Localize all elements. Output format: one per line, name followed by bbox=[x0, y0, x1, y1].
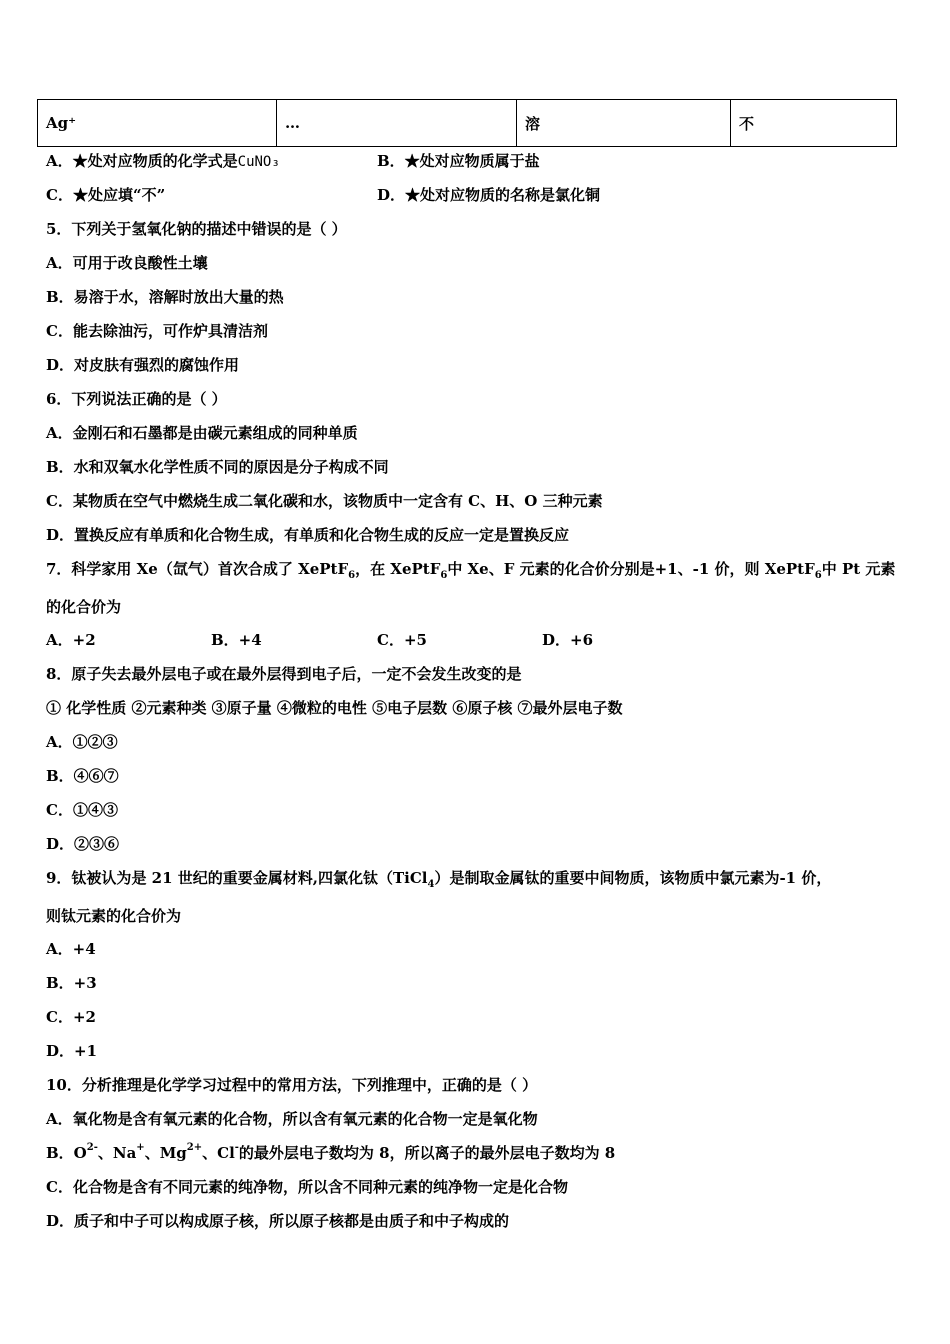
q7-option-a: A．+2 bbox=[46, 631, 96, 649]
q7-stem bbox=[46, 559, 895, 579]
table-cell-soluble: 溶 bbox=[517, 100, 731, 147]
q10-option-b-part: 的最外层电子数均为 8，所以离子的最外层电子数均为 8 bbox=[238, 1144, 616, 1162]
q7-stem-part: ，在 XePtF bbox=[355, 560, 441, 578]
q4-option-b: B．★处对应物质属于盐 bbox=[377, 152, 540, 170]
q9-stem-line2: 则钛元素的化合价为 bbox=[46, 907, 182, 925]
table-cell-insoluble: 不 bbox=[731, 100, 897, 147]
q10-superscript: - bbox=[234, 1142, 239, 1153]
q7-option-d: D．+6 bbox=[542, 631, 594, 649]
q10-option-a: A．氧化物是含有氧元素的化合物，所以含有氧元素的化合物一定是氧化物 bbox=[46, 1110, 538, 1128]
q5-option-a: A．可用于改良酸性土壤 bbox=[46, 254, 208, 272]
q8-option-b: B．④⑥⑦ bbox=[46, 767, 119, 785]
q8-option-d: D．②③⑥ bbox=[46, 835, 120, 853]
q7-subscript: 6 bbox=[348, 570, 356, 581]
q10-option-c: C．化合物是含有不同元素的纯净物，所以含不同种元素的纯净物一定是化合物 bbox=[46, 1178, 568, 1196]
q9-stem bbox=[46, 868, 831, 888]
q9-option-a: A．+4 bbox=[46, 940, 96, 958]
q8-option-a: A．①②③ bbox=[46, 733, 118, 751]
q6-stem: 6．下列说法正确的是（ ） bbox=[46, 390, 227, 408]
q6-option-a: A．金刚石和石墨都是由碳元素组成的同种单质 bbox=[46, 424, 358, 442]
q8-items: ① 化学性质 ②元素种类 ③原子量 ④微粒的电性 ⑤电子层数 ⑥原子核 ⑦最外层电子数 bbox=[46, 699, 623, 717]
q7-subscript: 6 bbox=[440, 570, 448, 581]
q7-stem-part: 中 Xe、F 元素的化合价分别是+1、-1 价，则 XePtF bbox=[447, 560, 815, 578]
q7-option-c: C．+5 bbox=[377, 631, 427, 649]
q10-superscript: + bbox=[136, 1142, 145, 1153]
q7-stem-part: 7．科学家用 Xe（氙气）首次合成了 XePtF bbox=[46, 560, 349, 578]
q10-option-b-part: 、Cl bbox=[202, 1144, 235, 1162]
solubility-table-row bbox=[37, 99, 897, 147]
q5-option-d: D．对皮肤有强烈的腐蚀作用 bbox=[46, 356, 240, 374]
q4-option-c: C．★处应填“不” bbox=[46, 186, 166, 204]
q4-option-a bbox=[46, 151, 280, 172]
q5-option-b: B．易溶于水，溶解时放出大量的热 bbox=[46, 288, 284, 306]
q10-option-b-part: B．O bbox=[46, 1144, 87, 1162]
q9-stem-part: 9．钛被认为是 21 世纪的重要金属材料,四氯化钛（TiCl bbox=[46, 869, 428, 887]
q6-option-c: C．某物质在空气中燃烧生成二氧化碳和水，该物质中一定含有 C、H、O 三种元素 bbox=[46, 492, 603, 510]
q9-option-c: C．+2 bbox=[46, 1008, 96, 1026]
q6-option-d: D．置换反应有单质和化合物生成，有单质和化合物生成的反应一定是置换反应 bbox=[46, 526, 570, 544]
q7-stem-line2: 的化合价为 bbox=[46, 598, 122, 616]
q4-option-d: D．★处对应物质的名称是氯化铜 bbox=[377, 186, 601, 204]
q10-option-b bbox=[46, 1143, 615, 1163]
q10-option-d: D．质子和中子可以构成原子核，所以原子核都是由质子和中子构成的 bbox=[46, 1212, 510, 1230]
q10-option-b-part: 、Na bbox=[97, 1144, 137, 1162]
q7-subscript: 6 bbox=[814, 570, 822, 581]
q6-option-b: B．水和双氧水化学性质不同的原因是分子构成不同 bbox=[46, 458, 389, 476]
q10-superscript: 2+ bbox=[186, 1142, 203, 1153]
q9-stem-part: ）是制取金属钛的重要中间物质，该物质中氯元素为-1 价， bbox=[434, 869, 832, 887]
q7-stem-part: 中 Pt 元素 bbox=[821, 560, 896, 578]
q8-option-c: C．①④③ bbox=[46, 801, 118, 819]
q9-option-d: D．+1 bbox=[46, 1042, 98, 1060]
q8-stem: 8．原子失去最外层电子或在最外层得到电子后，一定不会发生改变的是 bbox=[46, 665, 522, 683]
table-row bbox=[38, 100, 897, 147]
q5-stem: 5．下列关于氢氧化钠的描述中错误的是（ ） bbox=[46, 220, 347, 238]
q10-stem: 10．分析推理是化学学习过程中的常用方法，下列推理中，正确的是（ ） bbox=[46, 1076, 538, 1094]
q4-option-a-formula: CuNO₃ bbox=[237, 154, 280, 170]
q7-option-b: B．+4 bbox=[211, 631, 262, 649]
q9-subscript: 4 bbox=[427, 879, 435, 890]
table-cell-ellipsis: … bbox=[277, 100, 517, 147]
q9-option-b: B．+3 bbox=[46, 974, 97, 992]
q4-option-a-text: A．★处对应物质的化学式是 bbox=[46, 152, 238, 170]
q5-option-c: C．能去除油污，可作炉具清洁剂 bbox=[46, 322, 268, 340]
q10-option-b-part: 、Mg bbox=[144, 1144, 187, 1162]
table-cell-ion: Ag⁺ bbox=[38, 100, 277, 147]
q10-superscript: 2- bbox=[86, 1142, 98, 1153]
